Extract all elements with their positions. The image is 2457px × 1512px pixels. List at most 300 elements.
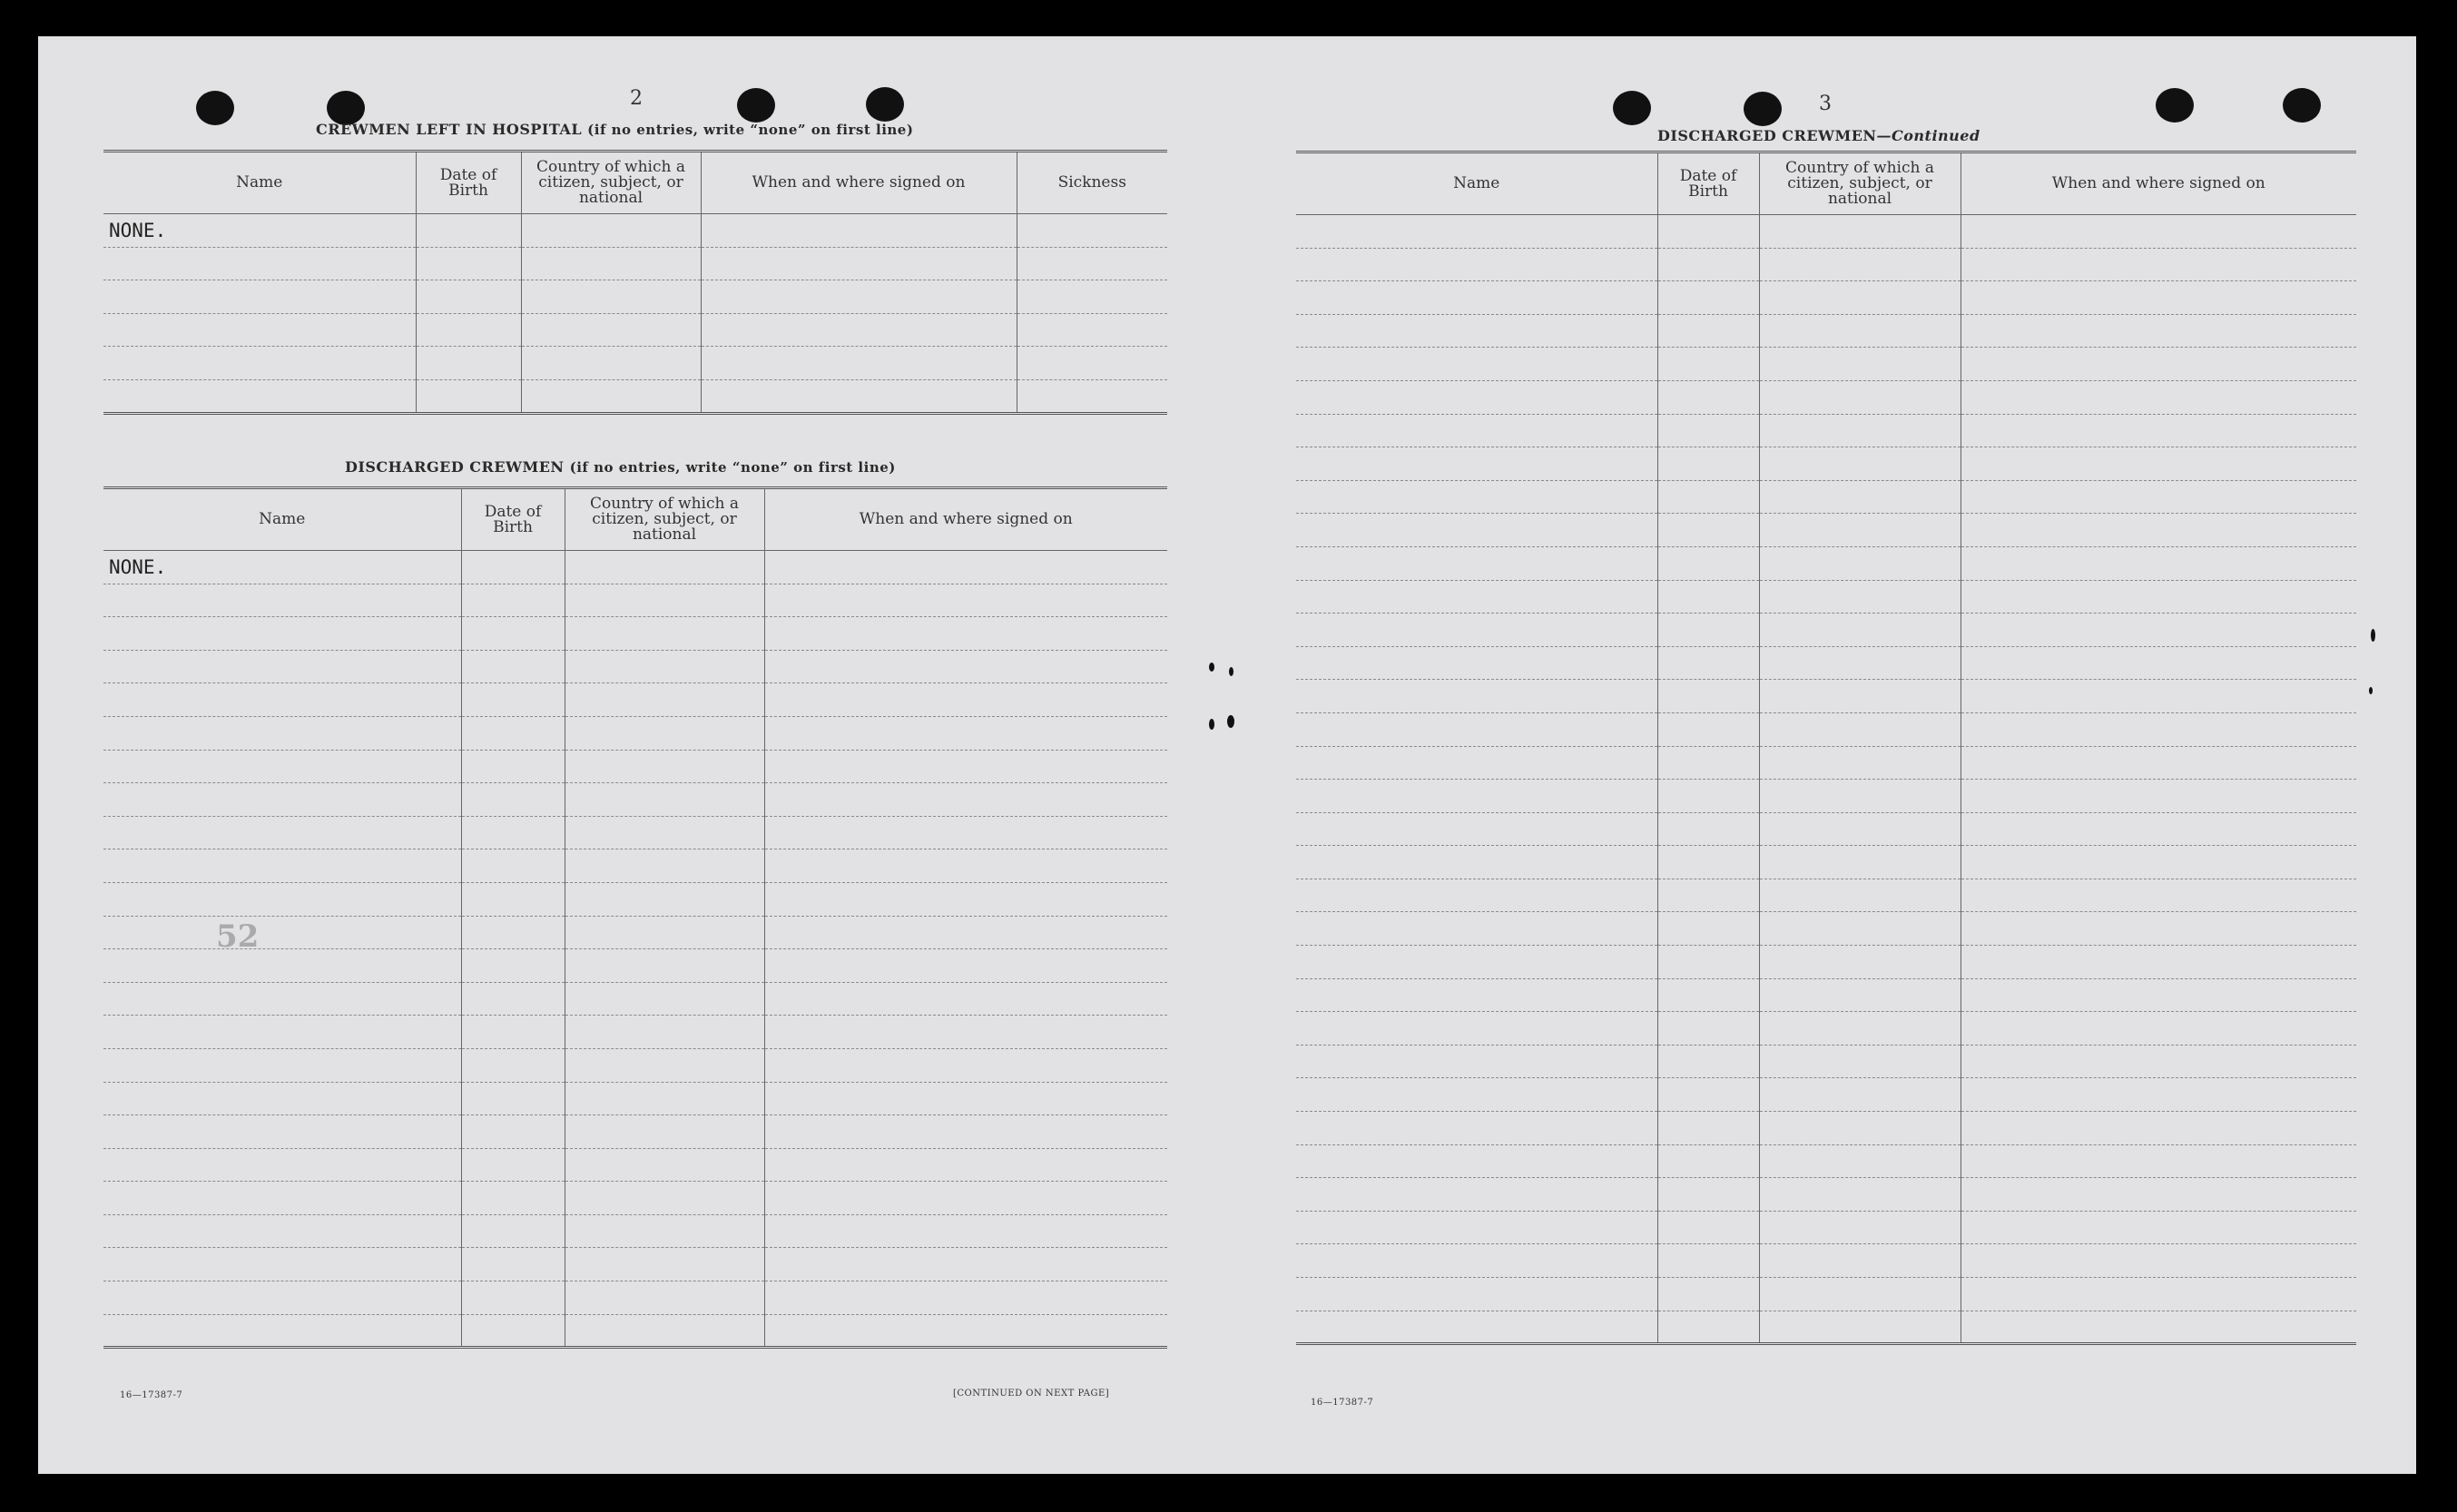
table-cell[interactable]	[1296, 712, 1657, 746]
discharged-table-left-body	[103, 551, 1167, 1348]
table-cell[interactable]	[1657, 281, 1759, 315]
table-cell[interactable]	[764, 650, 1167, 683]
table-cell[interactable]	[1296, 680, 1657, 713]
table-cell[interactable]	[1296, 1045, 1657, 1078]
table-cell[interactable]	[461, 584, 565, 617]
table-cell[interactable]	[1759, 1045, 1961, 1078]
table-cell[interactable]	[1296, 314, 1657, 348]
table-cell[interactable]	[103, 1082, 461, 1115]
table-cell[interactable]	[1657, 1178, 1759, 1212]
table-cell[interactable]	[461, 551, 565, 584]
table-cell[interactable]	[1296, 1311, 1657, 1344]
table-cell[interactable]	[1759, 1278, 1961, 1311]
table-cell[interactable]	[1961, 680, 2356, 713]
table-cell[interactable]	[1961, 1211, 2356, 1244]
table-cell[interactable]	[1296, 380, 1657, 414]
table-cell[interactable]	[565, 1182, 764, 1215]
table-cell[interactable]	[565, 916, 764, 949]
table-cell[interactable]	[1759, 248, 1961, 281]
table-row	[1296, 414, 2356, 447]
table-cell[interactable]	[1017, 313, 1167, 347]
table-cell[interactable]	[1017, 379, 1167, 413]
table-cell[interactable]	[461, 982, 565, 1016]
table-cell[interactable]	[1296, 1244, 1657, 1278]
table-cell[interactable]	[701, 280, 1017, 314]
table-cell[interactable]	[1657, 646, 1759, 680]
table-cell[interactable]	[1017, 247, 1167, 280]
table-cell[interactable]	[1759, 580, 1961, 614]
table-cell[interactable]	[461, 1182, 565, 1215]
table-cell[interactable]	[565, 1048, 764, 1082]
table-cell[interactable]	[103, 1214, 461, 1248]
table-cell[interactable]	[461, 1214, 565, 1248]
table-cell[interactable]	[461, 783, 565, 817]
table-cell[interactable]	[103, 313, 416, 347]
table-cell[interactable]	[1017, 280, 1167, 314]
table-cell[interactable]	[565, 783, 764, 817]
table-cell[interactable]	[103, 1314, 461, 1348]
table-cell[interactable]	[565, 1214, 764, 1248]
table-cell[interactable]	[103, 584, 461, 617]
table-cell[interactable]	[1657, 780, 1759, 813]
ink-speck	[2369, 687, 2373, 694]
table-cell[interactable]	[764, 750, 1167, 783]
table-cell[interactable]	[103, 949, 461, 983]
table-cell[interactable]: NONE.	[103, 551, 461, 584]
table-cell[interactable]	[1961, 946, 2356, 979]
table-cell[interactable]	[565, 816, 764, 849]
table-cell[interactable]	[701, 313, 1017, 347]
table-cell[interactable]	[416, 347, 521, 380]
table-cell[interactable]	[565, 849, 764, 883]
table-cell[interactable]	[565, 584, 764, 617]
table-cell[interactable]	[1759, 1078, 1961, 1112]
table-cell[interactable]	[764, 1214, 1167, 1248]
table-cell[interactable]	[461, 816, 565, 849]
table-cell[interactable]	[1296, 646, 1657, 680]
table-cell[interactable]	[1759, 712, 1961, 746]
table-cell[interactable]	[701, 214, 1017, 248]
table-cell[interactable]	[764, 551, 1167, 584]
table-row	[1296, 879, 2356, 912]
table-cell[interactable]	[461, 916, 565, 949]
table-row	[1296, 1311, 2356, 1344]
table-cell[interactable]	[103, 816, 461, 849]
table-cell[interactable]	[1296, 812, 1657, 846]
table-cell[interactable]	[1657, 1244, 1759, 1278]
table-row	[1296, 215, 2356, 249]
table-cell[interactable]	[1296, 281, 1657, 315]
table-cell[interactable]	[1961, 1078, 2356, 1112]
column-header-name: Name	[103, 488, 461, 551]
table-cell[interactable]	[1296, 780, 1657, 813]
table-cell[interactable]	[1296, 546, 1657, 580]
table-cell[interactable]	[565, 1148, 764, 1182]
table-cell[interactable]	[1961, 1012, 2356, 1046]
table-cell[interactable]	[1296, 946, 1657, 979]
table-cell[interactable]	[701, 247, 1017, 280]
table-cell[interactable]	[1961, 248, 2356, 281]
table-cell[interactable]	[1759, 1178, 1961, 1212]
table-cell[interactable]	[1759, 1244, 1961, 1278]
table-cell[interactable]	[701, 379, 1017, 413]
table-cell[interactable]	[1296, 912, 1657, 946]
table-cell[interactable]	[1296, 447, 1657, 481]
form-number: 16—17387-7	[120, 1390, 183, 1400]
table-cell[interactable]	[1759, 879, 1961, 912]
table-cell[interactable]	[1961, 780, 2356, 813]
table-cell[interactable]	[1961, 380, 2356, 414]
hospital-table-body	[103, 214, 1167, 414]
discharged-table-right-body	[1296, 215, 2356, 1344]
table-cell[interactable]	[1759, 480, 1961, 514]
table-cell[interactable]	[103, 683, 461, 717]
table-cell[interactable]	[1296, 480, 1657, 514]
table-cell[interactable]	[1657, 978, 1759, 1012]
table-cell[interactable]	[103, 1148, 461, 1182]
table-cell[interactable]	[521, 280, 701, 314]
table-cell[interactable]	[565, 1082, 764, 1115]
table-cell[interactable]	[1296, 348, 1657, 381]
table-row	[103, 1314, 1167, 1348]
table-cell[interactable]	[103, 849, 461, 883]
table-cell[interactable]	[461, 1148, 565, 1182]
table-cell[interactable]	[1657, 1045, 1759, 1078]
table-row	[1296, 978, 2356, 1012]
table-cell[interactable]	[1296, 1012, 1657, 1046]
table-cell[interactable]	[1759, 946, 1961, 979]
table-row	[1296, 1045, 2356, 1078]
table-cell[interactable]	[1296, 248, 1657, 281]
table-cell[interactable]	[103, 1281, 461, 1315]
table-cell[interactable]	[1296, 879, 1657, 912]
table-cell[interactable]	[1657, 348, 1759, 381]
column-header-signed-on: When and where signed on	[701, 152, 1017, 214]
table-cell[interactable]	[1961, 912, 2356, 946]
table-cell[interactable]	[1961, 1045, 2356, 1078]
table-cell[interactable]	[565, 683, 764, 717]
table-cell[interactable]	[1759, 780, 1961, 813]
table-cell[interactable]	[1759, 546, 1961, 580]
table-cell[interactable]	[764, 816, 1167, 849]
table-cell[interactable]	[103, 379, 416, 413]
table-cell[interactable]	[1961, 879, 2356, 912]
table-cell[interactable]	[1759, 348, 1961, 381]
table-cell[interactable]	[1961, 978, 2356, 1012]
table-cell[interactable]	[1759, 614, 1961, 647]
table-cell[interactable]	[1759, 380, 1961, 414]
table-cell[interactable]	[1961, 712, 2356, 746]
table-cell[interactable]	[1657, 746, 1759, 780]
table-row	[1296, 580, 2356, 614]
table-cell[interactable]	[1759, 281, 1961, 315]
table-cell[interactable]	[1657, 1144, 1759, 1178]
table-cell[interactable]	[565, 1248, 764, 1281]
table-row	[1296, 447, 2356, 481]
table-cell[interactable]	[764, 1248, 1167, 1281]
table-cell[interactable]	[1961, 580, 2356, 614]
table-row	[1296, 1278, 2356, 1311]
table-cell[interactable]	[1296, 1112, 1657, 1145]
table-cell[interactable]	[764, 1281, 1167, 1315]
table-cell[interactable]	[1657, 215, 1759, 249]
table-cell[interactable]	[416, 214, 521, 248]
table-cell[interactable]	[103, 247, 416, 280]
table-cell[interactable]	[1759, 514, 1961, 547]
table-cell[interactable]	[1759, 978, 1961, 1012]
table-cell[interactable]	[103, 650, 461, 683]
table-cell[interactable]	[1759, 680, 1961, 713]
table-cell[interactable]	[1961, 1244, 2356, 1278]
table-cell[interactable]	[1657, 314, 1759, 348]
table-cell[interactable]	[103, 982, 461, 1016]
table-cell[interactable]	[461, 1016, 565, 1049]
ink-speck	[1229, 667, 1233, 676]
table-cell[interactable]	[461, 683, 565, 717]
page-number: 2	[630, 87, 643, 110]
table-cell[interactable]	[1296, 614, 1657, 647]
faint-mark: 52	[216, 918, 260, 955]
table-cell[interactable]	[1759, 1012, 1961, 1046]
table-cell[interactable]	[103, 1182, 461, 1215]
table-cell[interactable]	[1961, 646, 2356, 680]
table-cell[interactable]	[1657, 1311, 1759, 1344]
table-cell[interactable]	[1657, 1278, 1759, 1311]
table-cell[interactable]	[461, 1082, 565, 1115]
table-cell[interactable]	[416, 247, 521, 280]
table-cell[interactable]	[764, 1016, 1167, 1049]
table-cell[interactable]	[1759, 846, 1961, 879]
table-cell[interactable]	[1657, 1078, 1759, 1112]
table-cell[interactable]	[103, 916, 461, 949]
table-cell[interactable]	[1657, 812, 1759, 846]
table-cell[interactable]	[1961, 1278, 2356, 1311]
table-row	[103, 916, 1167, 949]
table-cell[interactable]	[461, 617, 565, 651]
table-cell[interactable]	[1961, 1112, 2356, 1145]
table-cell[interactable]	[461, 882, 565, 916]
table-cell[interactable]	[1296, 978, 1657, 1012]
table-cell[interactable]	[1961, 215, 2356, 249]
table-cell[interactable]	[565, 617, 764, 651]
table-cell[interactable]	[764, 1182, 1167, 1215]
table-cell[interactable]	[461, 1314, 565, 1348]
table-cell[interactable]	[103, 1016, 461, 1049]
table-row	[103, 347, 1167, 380]
table-cell[interactable]	[1759, 746, 1961, 780]
table-cell[interactable]	[1759, 1311, 1961, 1344]
table-cell[interactable]	[521, 379, 701, 413]
table-cell[interactable]	[1296, 1144, 1657, 1178]
table-cell[interactable]	[1657, 248, 1759, 281]
table-cell[interactable]	[1296, 846, 1657, 879]
table-cell[interactable]	[1657, 946, 1759, 979]
table-cell[interactable]	[1759, 414, 1961, 447]
table-cell[interactable]	[764, 683, 1167, 717]
table-row	[1296, 846, 2356, 879]
table-cell[interactable]	[1961, 514, 2356, 547]
table-cell[interactable]	[764, 617, 1167, 651]
table-cell[interactable]	[461, 650, 565, 683]
table-cell[interactable]	[103, 716, 461, 750]
table-cell[interactable]	[1961, 746, 2356, 780]
table-cell[interactable]	[461, 1048, 565, 1082]
table-cell[interactable]	[1759, 912, 1961, 946]
table-cell[interactable]	[1296, 746, 1657, 780]
table-cell[interactable]	[521, 214, 701, 248]
table-cell[interactable]	[764, 882, 1167, 916]
table-cell[interactable]	[416, 379, 521, 413]
table-cell[interactable]	[764, 916, 1167, 949]
table-row	[1296, 1112, 2356, 1145]
table-cell[interactable]	[1657, 514, 1759, 547]
table-cell[interactable]	[521, 347, 701, 380]
table-cell[interactable]	[103, 280, 416, 314]
table-cell[interactable]	[764, 1314, 1167, 1348]
table-cell[interactable]	[103, 347, 416, 380]
table-row	[103, 1214, 1167, 1248]
table-cell[interactable]	[103, 1248, 461, 1281]
table-cell[interactable]	[103, 1115, 461, 1149]
table-cell[interactable]	[1657, 1012, 1759, 1046]
table-cell[interactable]	[1961, 447, 2356, 481]
table-cell[interactable]	[1961, 846, 2356, 879]
table-cell[interactable]	[1296, 1278, 1657, 1311]
table-cell[interactable]	[461, 1248, 565, 1281]
table-cell[interactable]	[701, 347, 1017, 380]
table-cell[interactable]	[764, 716, 1167, 750]
table-cell[interactable]	[1961, 614, 2356, 647]
table-cell[interactable]	[1657, 712, 1759, 746]
table-row	[103, 949, 1167, 983]
table-cell[interactable]	[1657, 580, 1759, 614]
table-cell[interactable]	[1657, 912, 1759, 946]
table-row	[1296, 646, 2356, 680]
table-row	[103, 783, 1167, 817]
column-header-name: Name	[1296, 152, 1657, 215]
table-cell[interactable]	[103, 617, 461, 651]
table-cell[interactable]	[1961, 480, 2356, 514]
table-cell[interactable]	[1296, 215, 1657, 249]
table-cell[interactable]	[1961, 546, 2356, 580]
table-cell[interactable]	[1657, 1211, 1759, 1244]
table-cell[interactable]	[1961, 1178, 2356, 1212]
table-cell[interactable]	[521, 247, 701, 280]
table-cell[interactable]	[416, 313, 521, 347]
table-row	[103, 716, 1167, 750]
table-cell[interactable]	[1961, 314, 2356, 348]
table-cell[interactable]	[521, 313, 701, 347]
table-cell[interactable]	[1657, 480, 1759, 514]
table-row	[1296, 746, 2356, 780]
table-cell[interactable]	[1657, 414, 1759, 447]
table-cell[interactable]	[416, 280, 521, 314]
table-cell[interactable]	[1017, 347, 1167, 380]
table-cell[interactable]	[764, 783, 1167, 817]
table-cell[interactable]	[1759, 1211, 1961, 1244]
table-cell[interactable]	[1759, 1144, 1961, 1178]
table-cell[interactable]	[1296, 414, 1657, 447]
table-row	[1296, 480, 2356, 514]
table-cell[interactable]	[1657, 680, 1759, 713]
table-cell[interactable]	[461, 750, 565, 783]
table-cell[interactable]	[103, 750, 461, 783]
table-cell[interactable]	[461, 1115, 565, 1149]
table-cell[interactable]	[461, 1281, 565, 1315]
table-cell[interactable]	[1017, 214, 1167, 248]
table-cell[interactable]	[565, 551, 764, 584]
table-cell[interactable]	[1657, 447, 1759, 481]
table-cell[interactable]	[565, 1115, 764, 1149]
table-row	[103, 1048, 1167, 1082]
column-header-sickness: Sickness	[1017, 152, 1167, 214]
punch-hole	[2283, 88, 2321, 123]
table-cell[interactable]	[764, 849, 1167, 883]
table-cell[interactable]	[1296, 580, 1657, 614]
table-cell[interactable]	[1657, 546, 1759, 580]
table-cell[interactable]	[565, 949, 764, 983]
table-cell[interactable]	[1657, 614, 1759, 647]
table-cell[interactable]	[1657, 846, 1759, 879]
table-cell[interactable]	[1961, 414, 2356, 447]
table-cell[interactable]	[461, 949, 565, 983]
table-cell[interactable]	[1657, 380, 1759, 414]
table-cell[interactable]	[565, 1314, 764, 1348]
table-cell[interactable]	[103, 1048, 461, 1082]
table-cell[interactable]	[1657, 879, 1759, 912]
table-cell[interactable]	[1759, 1112, 1961, 1145]
table-cell[interactable]	[764, 1148, 1167, 1182]
table-cell[interactable]	[565, 650, 764, 683]
table-cell[interactable]: NONE.	[103, 214, 416, 248]
punch-hole	[2156, 88, 2194, 123]
table-cell[interactable]	[565, 1016, 764, 1049]
table-cell[interactable]	[1759, 646, 1961, 680]
table-cell[interactable]	[1759, 215, 1961, 249]
table-cell[interactable]	[1759, 812, 1961, 846]
table-cell[interactable]	[764, 949, 1167, 983]
table-cell[interactable]	[565, 1281, 764, 1315]
table-cell[interactable]	[1296, 1178, 1657, 1212]
table-cell[interactable]	[764, 982, 1167, 1016]
table-cell[interactable]	[764, 1082, 1167, 1115]
table-cell[interactable]	[1759, 447, 1961, 481]
table-row	[103, 584, 1167, 617]
table-cell[interactable]	[764, 1048, 1167, 1082]
table-cell[interactable]	[1961, 281, 2356, 315]
table-cell[interactable]	[1961, 1144, 2356, 1178]
table-cell[interactable]	[565, 982, 764, 1016]
table-cell[interactable]	[1961, 812, 2356, 846]
table-cell[interactable]	[1657, 1112, 1759, 1145]
table-cell[interactable]	[1961, 1311, 2356, 1344]
table-cell[interactable]	[461, 716, 565, 750]
table-cell[interactable]	[1961, 348, 2356, 381]
table-cell[interactable]	[1296, 514, 1657, 547]
discharged-continued-title	[1657, 127, 1980, 144]
table-cell[interactable]	[1759, 314, 1961, 348]
table-cell[interactable]	[461, 849, 565, 883]
table-cell[interactable]	[1296, 1078, 1657, 1112]
table-cell[interactable]	[1296, 1211, 1657, 1244]
table-cell[interactable]	[103, 783, 461, 817]
table-cell[interactable]	[565, 716, 764, 750]
table-cell[interactable]	[565, 882, 764, 916]
table-cell[interactable]	[565, 750, 764, 783]
table-cell[interactable]	[764, 584, 1167, 617]
table-cell[interactable]	[103, 882, 461, 916]
table-cell[interactable]	[764, 1115, 1167, 1149]
